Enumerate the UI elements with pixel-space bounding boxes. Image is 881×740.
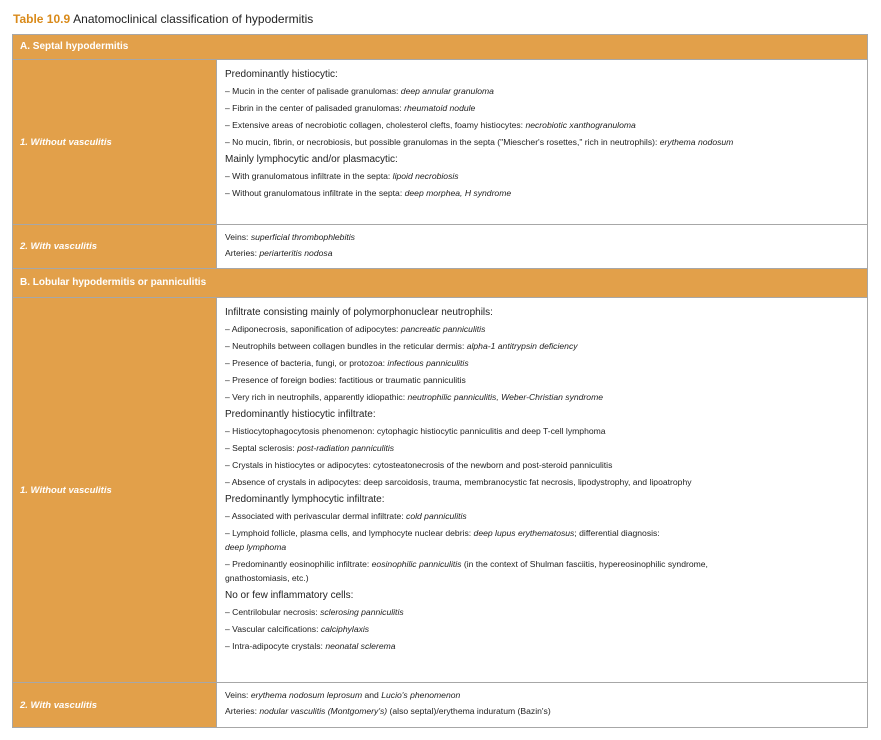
table-title: Anatomoclinical classification of hypodermitis <box>73 12 314 26</box>
table-row-septal-with-vasculitis <box>13 225 867 269</box>
list-item: – Lymphoid follicle, plasma cells, and lymphocyte nuclear debris: deep lupus erythematosus; differential diagnosis: <box>225 528 660 538</box>
row-label: 1. Without vasculitis <box>13 298 217 682</box>
subheading: Infiltrate consisting mainly of polymorphonuclear neutrophils: <box>225 307 493 318</box>
row-label: 2. With vasculitis <box>13 225 217 268</box>
table-row-lobular-with-vasculitis <box>13 683 867 727</box>
row-content <box>217 298 867 682</box>
list-item: – Very rich in neutrophils, apparently idiopathic: neutrophilic panniculitis, Weber-Christian syndrome <box>225 392 604 402</box>
list-item: – Neutrophils between collagen bundles in the reticular dermis: alpha-1 antitrypsin deficiency <box>225 341 578 351</box>
row-label: 2. With vasculitis <box>13 683 217 727</box>
table-row-lobular-without-vasculitis <box>13 298 867 683</box>
list-item-continuation: gnathostomiasis, etc.) <box>225 573 309 583</box>
subheading: Mainly lymphocytic and/or plasmacytic: <box>225 154 398 165</box>
subheading: Predominantly lymphocytic infiltrate: <box>225 494 385 505</box>
list-item: – Vascular calcifications: calciphylaxis <box>225 624 370 634</box>
table-row-septal-without-vasculitis <box>13 60 867 225</box>
list-item: – Extensive areas of necrobiotic collagen, cholesterol clefts, foamy histiocytes: necrobiotic xanthogranuloma <box>225 120 636 130</box>
section-header-lobular: B. Lobular hypodermitis or panniculitis <box>13 269 867 298</box>
row-content <box>217 225 867 268</box>
list-item: – Histiocytophagocytosis phenomenon: cytophagic histiocytic panniculitis and deep T-cell lymphoma <box>225 426 606 436</box>
list-item: – Presence of foreign bodies: factitious or traumatic panniculitis <box>225 375 466 385</box>
list-item: Arteries: nodular vasculitis (Montgomery's) (also septal)/erythema induratum (Bazin's) <box>225 706 551 716</box>
table-caption <box>13 12 313 26</box>
list-item: – Without granulomatous infiltrate in the septa: deep morphea, H syndrome <box>225 188 512 198</box>
list-item: Arteries: periarteritis nodosa <box>225 248 333 258</box>
list-item-continuation: deep lymphoma <box>225 542 287 552</box>
list-item: – Associated with perivascular dermal infiltrate: cold panniculitis <box>225 511 467 521</box>
list-item: – Intra-adipocyte crystals: neonatal sclerema <box>225 641 396 651</box>
section-header-septal: A. Septal hypodermitis <box>13 35 867 60</box>
classification-table <box>12 34 868 728</box>
subheading: No or few inflammatory cells: <box>225 590 354 601</box>
row-content <box>217 683 867 727</box>
list-item: – Mucin in the center of palisade granulomas: deep annular granuloma <box>225 86 494 96</box>
subheading: Predominantly histiocytic: <box>225 69 338 80</box>
list-item: – Fibrin in the center of palisaded granulomas: rheumatoid nodule <box>225 103 476 113</box>
list-item: – Septal sclerosis: post-radiation panniculitis <box>225 443 395 453</box>
subheading: Predominantly histiocytic infiltrate: <box>225 409 376 420</box>
list-item: – Presence of bacteria, fungi, or protozoa: infectious panniculitis <box>225 358 469 368</box>
list-item: – Predominantly eosinophilic infiltrate: eosinophilic panniculitis (in the context of Shulman fasciitis, hypereosinophilic syndrome, <box>225 559 708 569</box>
list-item: – Absence of crystals in adipocytes: deep sarcoidosis, trauma, membranocystic fat necrosis, lipodystrophy, and lipoatrophy <box>225 477 692 487</box>
list-item: – With granulomatous infiltrate in the septa: lipoid necrobiosis <box>225 171 459 181</box>
row-label: 1. Without vasculitis <box>13 60 217 224</box>
list-item: – Adiponecrosis, saponification of adipocytes: pancreatic panniculitis <box>225 324 486 334</box>
table-number: Table 10.9 <box>13 12 71 26</box>
row-content <box>217 60 867 224</box>
list-item: – Crystals in histiocytes or adipocytes: cytosteatonecrosis of the newborn and post-steroid panniculitis <box>225 460 613 470</box>
list-item: Veins: erythema nodosum leprosum and Lucio's phenomenon <box>225 690 461 700</box>
list-item: – Centrilobular necrosis: sclerosing panniculitis <box>225 607 404 617</box>
list-item: – No mucin, fibrin, or necrobiosis, but possible granulomas in the septa ("Miescher's rosettes," rich in neutrophils): erythema nodosum <box>225 137 734 147</box>
list-item: Veins: superficial thrombophlebitis <box>225 232 355 242</box>
